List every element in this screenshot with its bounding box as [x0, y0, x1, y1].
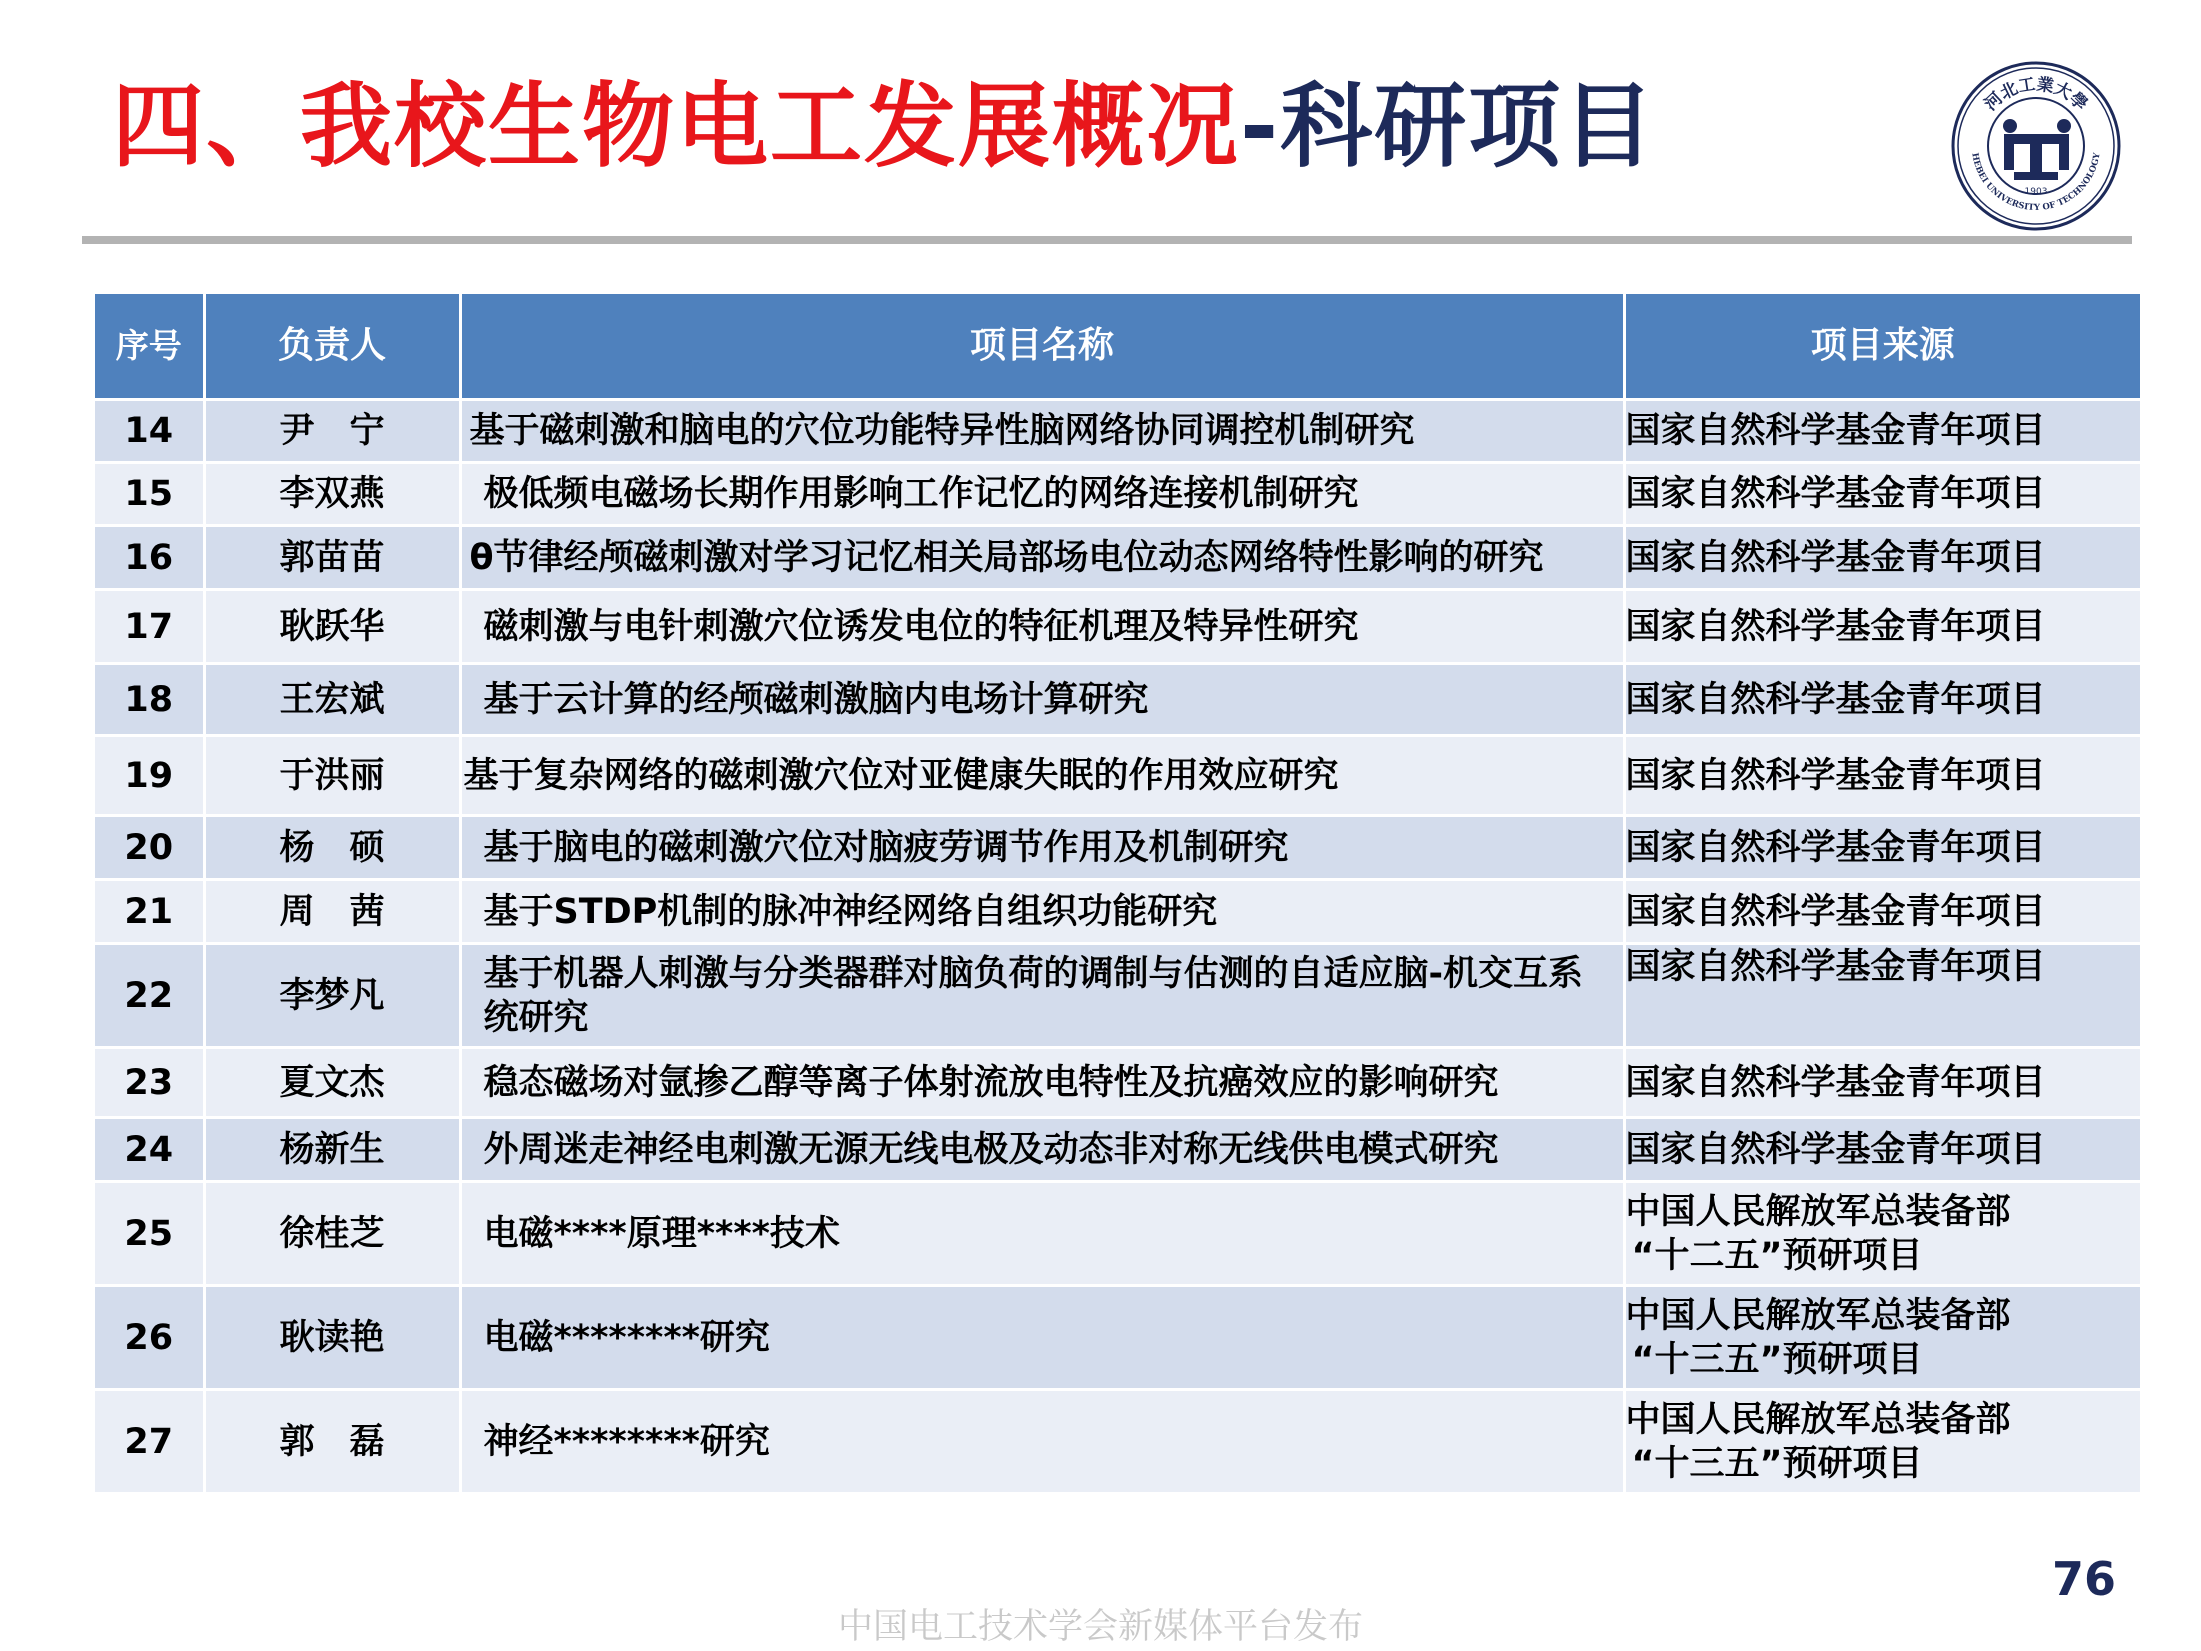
source-line: 国家自然科学基金青年项目 — [1625, 891, 2046, 932]
table-row — [95, 400, 2140, 463]
table-row — [95, 944, 2140, 1048]
source-line: 国家自然科学基金青年项目 — [1625, 474, 2046, 514]
table-row — [95, 1182, 2140, 1286]
university-logo — [1950, 60, 2122, 232]
row-leader: 杨新生 — [204, 1118, 460, 1182]
row-number: 23 — [95, 1048, 204, 1118]
row-leader: 杨 硕 — [204, 816, 460, 880]
row-project-name: 稳态磁场对氩掺乙醇等离子体射流放电特性及抗癌效应的影响研究 — [460, 1048, 1624, 1118]
svg-text:HEBEI UNIVERSITY OF TECHNOLOGY: HEBEI UNIVERSITY OF TECHNOLOGY — [1969, 152, 2103, 214]
row-project-source — [1624, 1048, 2140, 1118]
title-divider — [82, 236, 2132, 244]
table-row — [95, 1390, 2140, 1494]
table-header-row — [95, 294, 2140, 400]
source-line: 中国人民解放军总装备部 — [1625, 1295, 2011, 1336]
row-number: 14 — [95, 400, 204, 463]
row-project-source — [1624, 816, 2140, 880]
source-line: 国家自然科学基金青年项目 — [1625, 411, 2046, 451]
slide-title-main: 四、我校生物电工发展概况 — [112, 73, 1241, 180]
projects-table — [95, 294, 2140, 1495]
row-project-source — [1624, 944, 2140, 1048]
table-row — [95, 526, 2140, 590]
table-row — [95, 664, 2140, 736]
row-number: 15 — [95, 463, 204, 526]
row-project-name: 电磁****原理****技术 — [460, 1182, 1624, 1286]
row-project-source — [1624, 590, 2140, 664]
row-number: 24 — [95, 1118, 204, 1182]
source-line: 国家自然科学基金青年项目 — [1625, 1129, 2046, 1170]
table-row — [95, 463, 2140, 526]
source-line: “十三五”预研项目 — [1631, 1443, 1923, 1484]
source-line: “十三五”预研项目 — [1631, 1339, 1923, 1380]
row-leader: 王宏斌 — [204, 664, 460, 736]
table-row — [95, 1048, 2140, 1118]
row-project-name: 基于机器人刺激与分类器群对脑负荷的调制与估测的自适应脑-机交互系统研究 — [460, 944, 1624, 1048]
row-number: 22 — [95, 944, 204, 1048]
table-row — [95, 1286, 2140, 1390]
row-number: 16 — [95, 526, 204, 590]
row-project-source — [1624, 463, 2140, 526]
row-project-name: 基于磁刺激和脑电的穴位功能特异性脑网络协同调控机制研究 — [460, 400, 1624, 463]
slide-title — [112, 72, 1656, 182]
page-number: 76 — [2052, 1556, 2117, 1596]
row-project-source — [1624, 526, 2140, 590]
row-project-name: 磁刺激与电针刺激穴位诱发电位的特征机理及特异性研究 — [460, 590, 1624, 664]
row-project-name: 基于云计算的经颅磁刺激脑内电场计算研究 — [460, 664, 1624, 736]
row-project-name: 外周迷走神经电刺激无源无线电极及动态非对称无线供电模式研究 — [460, 1118, 1624, 1182]
row-number: 25 — [95, 1182, 204, 1286]
row-project-source — [1624, 1286, 2140, 1390]
watermark: 中国电工技术学会新媒体平台发布 — [837, 1607, 1363, 1647]
row-number: 20 — [95, 816, 204, 880]
header-leader: 负责人 — [204, 294, 460, 400]
header-seq: 序号 — [95, 294, 204, 400]
header-project: 项目名称 — [460, 294, 1624, 400]
row-project-name: 极低频电磁场长期作用影响工作记忆的网络连接机制研究 — [460, 463, 1624, 526]
table-row — [95, 590, 2140, 664]
row-leader: 尹 宁 — [204, 400, 460, 463]
table-row — [95, 816, 2140, 880]
source-line: 国家自然科学基金青年项目 — [1625, 606, 2046, 647]
row-project-source — [1624, 880, 2140, 944]
row-leader: 夏文杰 — [204, 1048, 460, 1118]
row-project-source — [1624, 1118, 2140, 1182]
row-project-name: 电磁********研究 — [460, 1286, 1624, 1390]
source-line: 国家自然科学基金青年项目 — [1625, 537, 2046, 578]
row-project-source — [1624, 1390, 2140, 1494]
source-line: 国家自然科学基金青年项目 — [1625, 755, 2046, 796]
row-project-source — [1624, 664, 2140, 736]
row-leader: 郭 磊 — [204, 1390, 460, 1494]
row-number: 17 — [95, 590, 204, 664]
row-leader: 耿读艳 — [204, 1286, 460, 1390]
source-line: 国家自然科学基金青年项目 — [1625, 827, 2046, 868]
row-project-name: 基于STDP机制的脉冲神经网络自组织功能研究 — [460, 880, 1624, 944]
row-leader: 耿跃华 — [204, 590, 460, 664]
row-leader: 李梦凡 — [204, 944, 460, 1048]
source-line: “十二五”预研项目 — [1631, 1235, 1923, 1276]
table-row — [95, 1118, 2140, 1182]
row-project-name: 神经********研究 — [460, 1390, 1624, 1494]
row-number: 27 — [95, 1390, 204, 1494]
table-row — [95, 736, 2140, 816]
row-number: 19 — [95, 736, 204, 816]
row-project-source — [1624, 736, 2140, 816]
row-leader: 李双燕 — [204, 463, 460, 526]
row-project-name: 基于复杂网络的磁刺激穴位对亚健康失眠的作用效应研究 — [460, 736, 1624, 816]
row-number: 18 — [95, 664, 204, 736]
row-project-name: θ节律经颅磁刺激对学习记忆相关局部场电位动态网络特性影响的研究 — [460, 526, 1624, 590]
svg-text:1903: 1903 — [2024, 187, 2048, 197]
source-line: 国家自然科学基金青年项目 — [1625, 679, 2046, 720]
row-leader: 周 茜 — [204, 880, 460, 944]
row-leader: 于洪丽 — [204, 736, 460, 816]
row-number: 21 — [95, 880, 204, 944]
svg-text:河北工業大學: 河北工業大學 — [1980, 74, 2092, 115]
row-leader: 徐桂芝 — [204, 1182, 460, 1286]
source-line: 中国人民解放军总装备部 — [1625, 1191, 2011, 1232]
header-source: 项目来源 — [1624, 294, 2140, 400]
source-line: 国家自然科学基金青年项目 — [1625, 1062, 2046, 1103]
table-row — [95, 880, 2140, 944]
source-line: 国家自然科学基金青年项目 — [1625, 947, 2046, 987]
source-line: 中国人民解放军总装备部 — [1625, 1399, 2011, 1440]
row-project-source — [1624, 1182, 2140, 1286]
row-number: 26 — [95, 1286, 204, 1390]
row-leader: 郭苗苗 — [204, 526, 460, 590]
table-body — [95, 400, 2140, 1494]
row-project-source — [1624, 400, 2140, 463]
slide-title-sub: -科研项目 — [1240, 73, 1657, 180]
row-project-name: 基于脑电的磁刺激穴位对脑疲劳调节作用及机制研究 — [460, 816, 1624, 880]
